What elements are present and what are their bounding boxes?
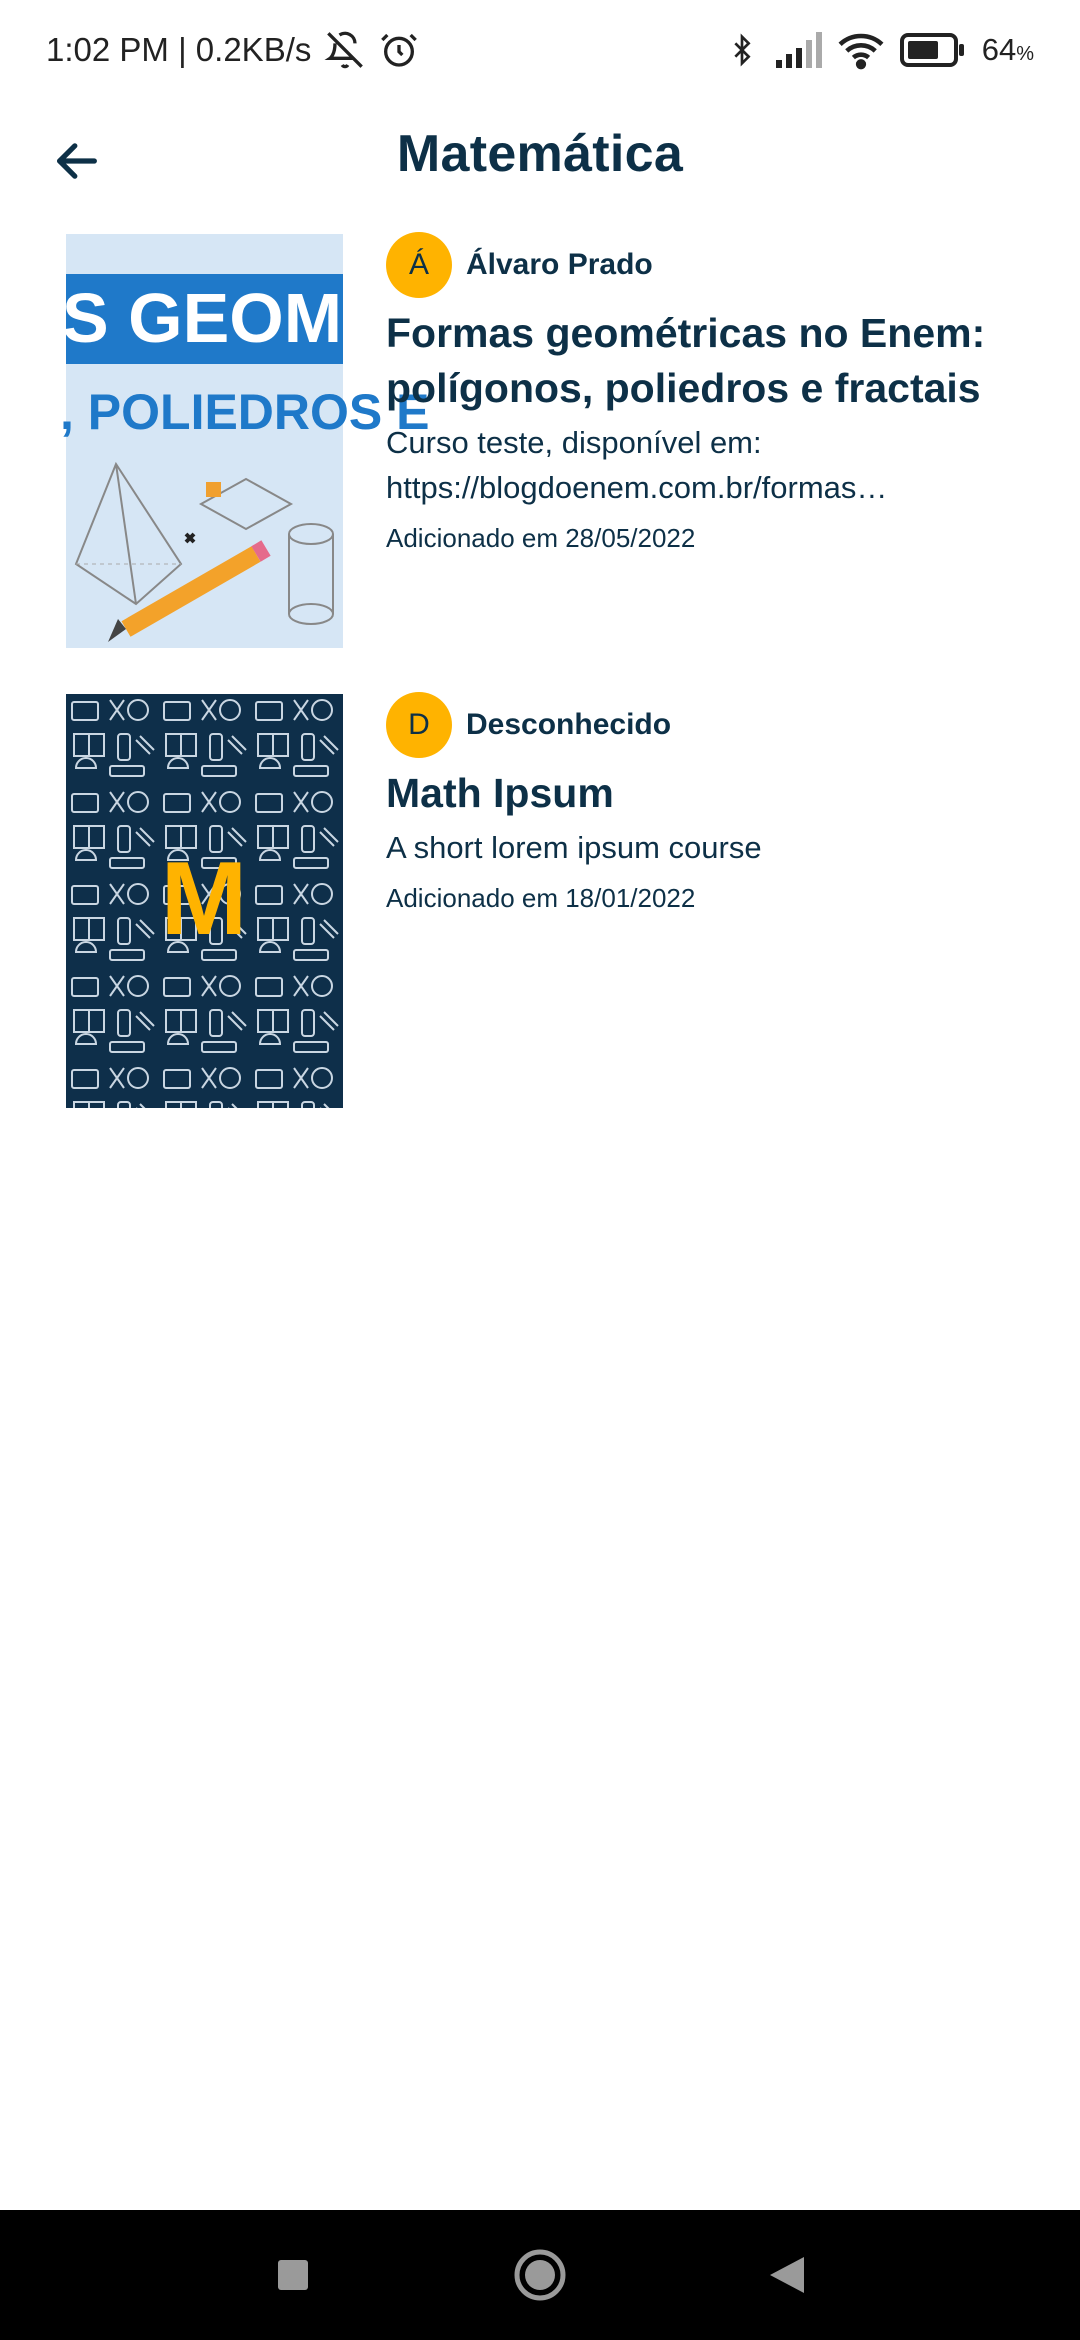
recents-icon (276, 2258, 310, 2292)
thumb-text-2: , POLIEDROS E (60, 384, 430, 440)
course-info (386, 692, 1036, 918)
app-bar (0, 110, 1080, 206)
battery-value: 64 (981, 32, 1017, 67)
time-speed: 1:02 PM | 0.2KB/s (46, 31, 312, 68)
course-date: Adicionado em 28/05/2022 (386, 523, 696, 553)
status-right (726, 30, 1034, 70)
course-title: Math Ipsum (386, 770, 614, 816)
status-bar (0, 0, 1080, 100)
status-left (46, 30, 419, 70)
avatar: D (386, 692, 452, 758)
wifi-icon (838, 31, 884, 69)
battery-unit: % (1016, 43, 1034, 65)
home-icon (513, 2248, 567, 2302)
course-description: A short lorem ipsum course (386, 830, 762, 865)
nav-back-button[interactable] (747, 2235, 827, 2315)
battery-icon (900, 33, 966, 67)
back-icon (768, 2255, 806, 2295)
course-thumbnail (66, 694, 343, 1108)
author-name: Álvaro Prado (466, 248, 653, 281)
course-title: Formas geométricas no Enem: polígonos, poliedros e fractais (386, 310, 986, 411)
battery-percent (982, 32, 1034, 68)
bell-off-icon (325, 30, 365, 70)
course-card[interactable] (0, 232, 1080, 648)
course-card[interactable] (0, 692, 1080, 1108)
avatar: Á (386, 232, 452, 298)
system-nav-bar (0, 2210, 1080, 2340)
author-name: Desconhecido (466, 708, 672, 741)
bluetooth-icon (726, 30, 758, 70)
home-button[interactable] (500, 2235, 580, 2315)
alarm-icon (379, 30, 419, 70)
course-description: Curso teste, disponível em: https://blogdoenem.com.br/formas… (386, 425, 888, 505)
thumb-letter: M (160, 841, 248, 957)
course-list (0, 232, 1080, 1152)
course-thumbnail (60, 234, 430, 648)
author-row (386, 692, 1036, 758)
signal-icon (774, 32, 822, 68)
recents-button[interactable] (253, 2235, 333, 2315)
course-date: Adicionado em 18/01/2022 (386, 883, 696, 913)
thumb-text-1: S GEOMÉ (62, 279, 389, 357)
page-title: Matemática (396, 125, 684, 183)
author-row (386, 232, 1036, 298)
course-info (386, 232, 1036, 558)
